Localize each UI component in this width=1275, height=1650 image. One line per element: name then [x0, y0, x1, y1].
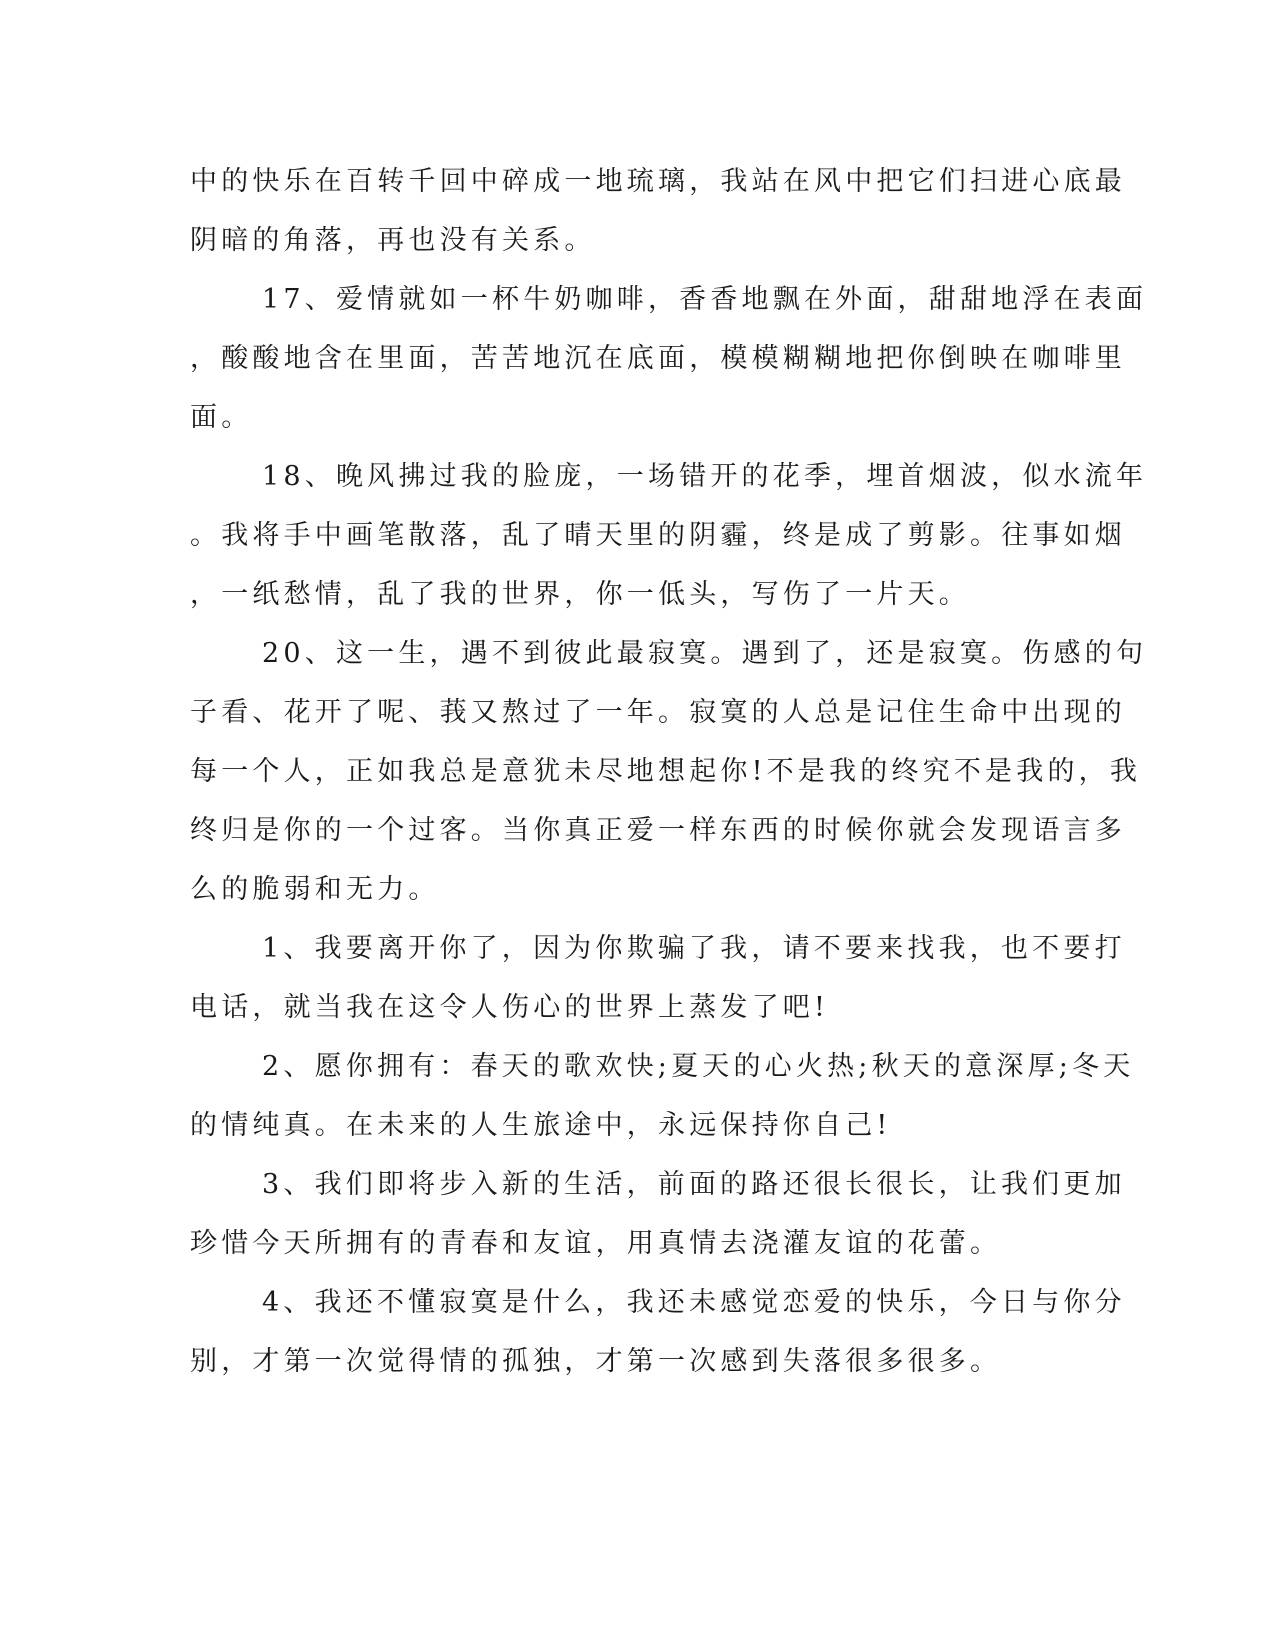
paragraph-17-line: 17、爱情就如一杯牛奶咖啡，香香地飘在外面，甜甜地浮在表面: [262, 284, 1148, 315]
text-line: 终归是你的一个过客。当你真正爱一样东西的时候你就会发现语言多: [190, 815, 1126, 846]
paragraph-2-line: 2、愿你拥有：春天的歌欢快;夏天的心火热;秋天的意深厚;冬天: [262, 1051, 1135, 1082]
text-line: 珍惜今天所拥有的青春和友谊，用真情去浇灌友谊的花蕾。: [190, 1228, 1002, 1259]
text-line: 别，才第一次觉得情的孤独，才第一次感到失落很多很多。: [190, 1346, 1002, 1377]
text-line: 的情纯真。在未来的人生旅途中，永远保持你自己!: [190, 1110, 892, 1141]
text-line: 中的快乐在百转千回中碎成一地琉璃，我站在风中把它们扫进心底最: [190, 166, 1126, 197]
text-line: 面。: [190, 402, 253, 433]
paragraph-3-line: 3、我们即将步入新的生活，前面的路还很长很长，让我们更加: [262, 1169, 1126, 1200]
text-line: 子看、花开了呢、莪又熬过了一年。寂寞的人总是记住生命中出现的: [190, 697, 1126, 728]
text-line: 电话，就当我在这令人伤心的世界上蒸发了吧!: [190, 992, 830, 1023]
paragraph-20-line: 20、这一生，遇不到彼此最寂寞。遇到了，还是寂寞。伤感的句: [262, 638, 1148, 669]
text-line: ，酸酸地含在里面，苦苦地沉在底面，模模糊糊地把你倒映在咖啡里: [190, 343, 1126, 374]
paragraph-4-line: 4、我还不懂寂寞是什么，我还未感觉恋爱的快乐，今日与你分: [262, 1287, 1126, 1318]
text-line: 么的脆弱和无力。: [190, 874, 440, 905]
paragraph-18-line: 18、晚风拂过我的脸庞，一场错开的花季，埋首烟波，似水流年: [262, 461, 1148, 492]
text-line: ，一纸愁情，乱了我的世界，你一低头，写伤了一片天。: [190, 579, 970, 610]
text-line: 。我将手中画笔散落，乱了晴天里的阴霾，终是成了剪影。往事如烟: [190, 520, 1126, 551]
text-line: 阴暗的角落，再也没有关系。: [190, 225, 596, 256]
text-line: 每一个人，正如我总是意犹未尽地想起你!不是我的终究不是我的，我: [190, 756, 1142, 787]
paragraph-1-line: 1、我要离开你了，因为你欺骗了我，请不要来找我，也不要打: [262, 933, 1126, 964]
